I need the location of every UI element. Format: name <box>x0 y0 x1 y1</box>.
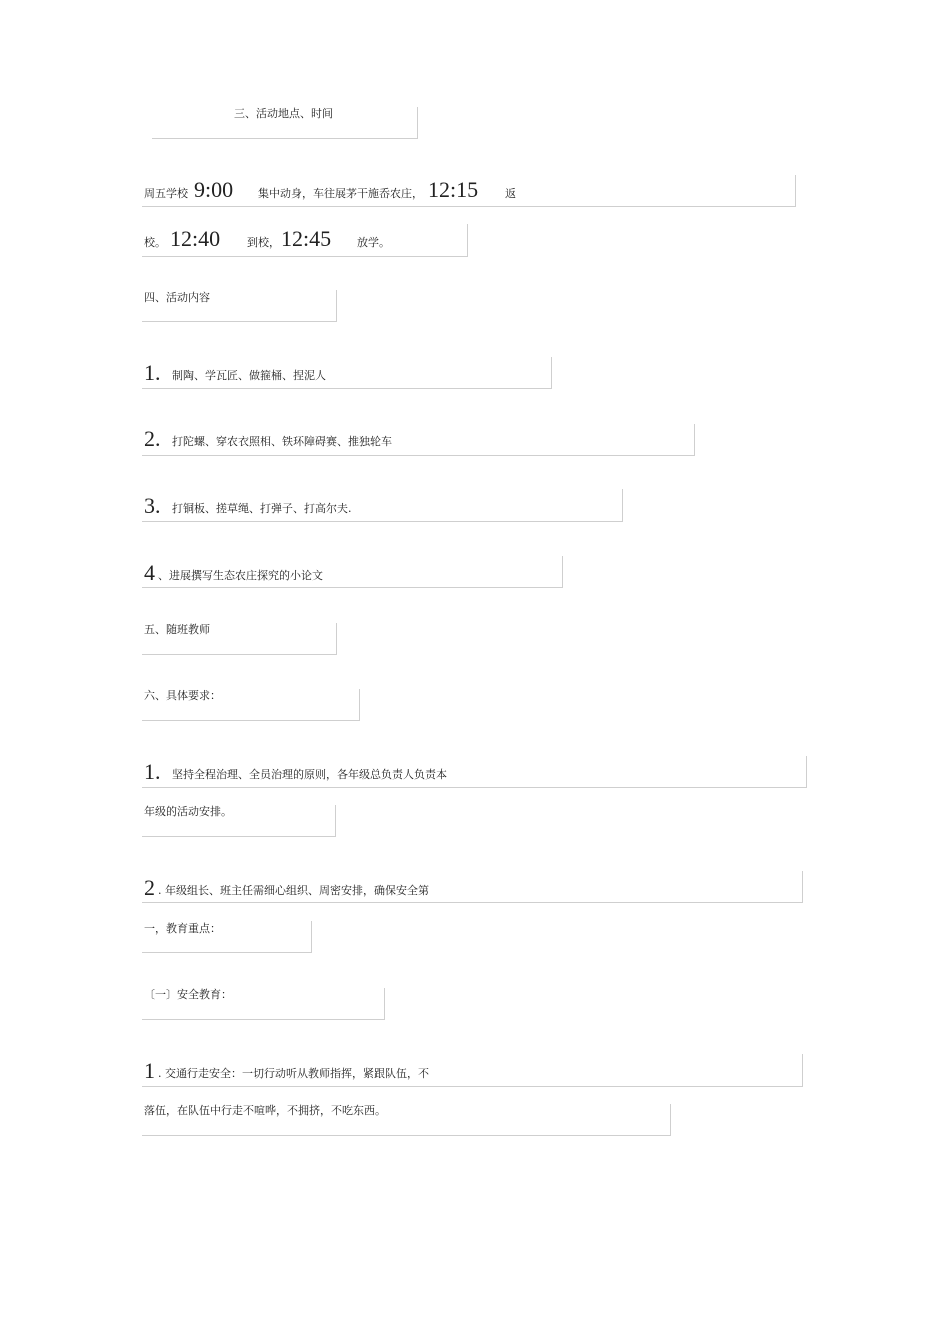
list-item-text: 、进展撰写生态农庄探究的小论文 <box>158 569 323 582</box>
list-item-continuation: 年级的活动安排。 <box>144 805 232 818</box>
list-item-number: 2. <box>144 426 161 451</box>
list-item-text: 制陶、学瓦匠、做箍桶、捏泥人 <box>172 369 326 382</box>
list-item-number: 3. <box>144 493 161 518</box>
list-item-text: 坚持全程治理、全员治理的原则，各年级总负责人负责本 <box>172 768 447 781</box>
schedule-2-time-2: 12:45 <box>281 226 332 251</box>
section-4-heading: 四、活动内容 <box>144 291 210 304</box>
schedule-2-prefix: 校。 <box>144 236 166 249</box>
list-item-text: 打铜板、搓草绳、打弹子、打高尔夫. <box>172 502 352 515</box>
section-6-heading: 六、具体要求： <box>144 689 221 702</box>
section-5-heading: 五、随班教师 <box>144 623 210 636</box>
section-3-heading: 三、活动地点、时间 <box>234 107 333 120</box>
list-item-continuation: 落伍，在队伍中行走不喧哗，不拥挤，不吃东西。 <box>144 1104 386 1117</box>
education-heading: 一，教育重点： <box>144 922 221 935</box>
list-item-number: 1 <box>144 1058 155 1083</box>
schedule-1-mid: 集中动身，车往展茅干施岙农庄， <box>258 187 423 200</box>
schedule-2-suffix: 放学。 <box>357 236 390 249</box>
schedule-1-time-2: 12:15 <box>428 177 479 202</box>
education-subheading: 〔一〕安全教育： <box>144 988 232 1001</box>
list-item-text: 打陀螺、穿农衣照相、铁环障碍赛、推独轮车 <box>172 435 392 448</box>
list-item-number: 4 <box>144 560 155 585</box>
schedule-1-time-1: 9:00 <box>194 177 234 202</box>
list-item-number: 1. <box>144 360 161 385</box>
schedule-2-time-1: 12:40 <box>170 226 221 251</box>
list-item-text: . 交通行走安全：一切行动听从教师指挥，紧跟队伍，不 <box>158 1067 429 1080</box>
list-item-text: . 年级组长、班主任需细心组织、周密安排，确保安全第 <box>158 884 429 897</box>
list-item-number: 1. <box>144 759 161 784</box>
schedule-2-mid: 到校， <box>247 236 280 249</box>
list-item-number: 2 <box>144 875 155 900</box>
schedule-1-suffix: 返 <box>505 187 516 200</box>
schedule-1-prefix: 周五学校 <box>144 187 188 200</box>
